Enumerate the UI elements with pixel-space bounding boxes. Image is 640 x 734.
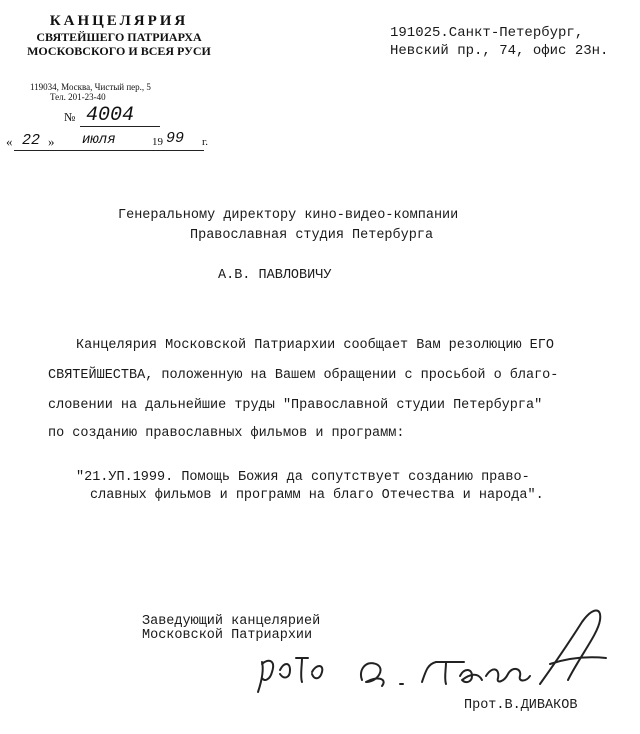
signatory-title-1: Заведующий канцелярией xyxy=(142,614,321,629)
letterhead-org: КАНЦЕЛЯРИЯ xyxy=(49,13,189,29)
registration-block xyxy=(6,104,216,152)
letterhead-line2: СВЯТЕЙШЕГО ПАТРИАРХА xyxy=(36,30,202,44)
recipient-address-line1: 191025.Санкт-Петербург, xyxy=(390,25,584,41)
signed-name: Прот.В.ДИВАКОВ xyxy=(464,698,578,713)
year-end: г. xyxy=(202,136,209,148)
number-label: № xyxy=(64,110,76,124)
date-month: июля xyxy=(82,132,116,148)
body-line-3: словении на дальнейшие труды "Православной студии Петербурга" xyxy=(48,398,543,413)
letterhead-street: 119034, Москва, Чистый пер., 5 xyxy=(30,82,151,92)
recipient-address xyxy=(390,24,608,60)
addressee-line2: Православная студия Петербурга xyxy=(190,228,434,243)
letterhead-address xyxy=(30,82,151,102)
body-line-2: СВЯТЕЙШЕСТВА, положенную на Вашем обращении с просьбой о благо- xyxy=(48,368,559,383)
signatory-title-2: Московской Патриархии xyxy=(142,628,313,643)
recipient-address-line2: Невский пр., 74, офис 23н. xyxy=(390,43,609,59)
body-line-1: Канцелярия Московской Патриархии сообщает Вам резолюцию ЕГО xyxy=(76,338,554,353)
date-line xyxy=(14,150,204,151)
body-line-4: по созданию православных фильмов и программ: xyxy=(48,426,405,441)
addressee-line1: Генеральному директору кино-видео-компании xyxy=(118,208,459,223)
year-prefix: 19 xyxy=(152,136,163,148)
letterhead xyxy=(14,12,224,58)
quote-open: « xyxy=(6,134,13,149)
addressee-name: А.В. ПАВЛОВИЧУ xyxy=(218,268,332,283)
handwritten-signature xyxy=(250,600,610,700)
quote-close: » xyxy=(48,134,55,149)
letterhead-line3: МОСКОВСКОГО И ВСЕЯ РУСИ xyxy=(27,44,211,58)
registration-number: 4004 xyxy=(86,104,135,127)
date-day: 22 xyxy=(22,132,41,149)
year-suffix: 99 xyxy=(166,130,185,147)
letterhead-phone: Тел. 201-23-40 xyxy=(50,92,106,102)
resolution-line-2: славных фильмов и программ на благо Отечества и народа". xyxy=(90,488,544,503)
number-line xyxy=(80,126,160,127)
resolution-line-1: "21.УП.1999. Помощь Божия да сопутствует созданию право- xyxy=(76,470,530,485)
